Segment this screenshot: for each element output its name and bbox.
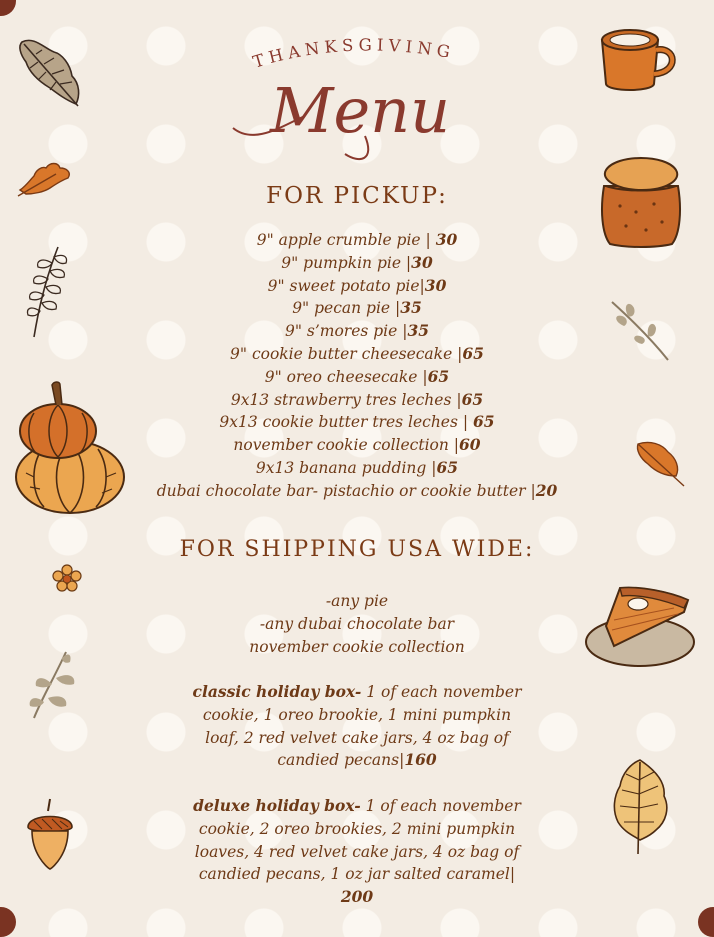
list-item: 9" sweet potato pie|30 [267, 275, 447, 295]
corner-decoration [0, 0, 16, 16]
list-item: 9" pumpkin pie |30 [281, 252, 433, 272]
list-item: november cookie collection |60 [233, 435, 481, 455]
box-price: 200 [340, 887, 374, 907]
box-price: 160 [404, 750, 437, 770]
list-item: november cookie collection [249, 637, 465, 656]
deluxe-holiday-box: deluxe holiday box- 1 of each november cookie, 2 oreo brookies, 2 mini pumpkin loaves, 4 red velvet cake jars, 4 oz bag of candied pecans, 1 oz jar salted caramel| 200 [193, 796, 521, 907]
shipping-basic-list [170, 590, 544, 658]
coffee-mug-icon [596, 22, 684, 94]
small-flower-icon [52, 564, 82, 592]
list-item: -any pie [325, 592, 389, 610]
list-item: 9" pecan pie |35 [292, 298, 422, 318]
list-item: 9x13 banana pudding |65 [255, 457, 459, 477]
corner-decoration [0, 907, 16, 937]
corner-decoration [698, 907, 714, 937]
box-title: classic holiday box- [192, 682, 362, 701]
menu-title [215, 36, 505, 176]
leafy-stem-icon [28, 648, 84, 720]
acorn-icon [24, 797, 76, 871]
list-item: 9" oreo cheesecake |65 [264, 366, 450, 386]
classic-holiday-box: classic holiday box- 1 of each november cookie, 1 oreo brookie, 1 mini pumpkin loaf, 2 red velvet cake jars, 4 oz bag of candied pecans|160 [192, 682, 522, 770]
list-item: 9x13 strawberry tres leches |65 [230, 389, 484, 409]
oak-leaf-icon [14, 34, 86, 110]
list-item: -any dubai chocolate bar [259, 614, 455, 633]
list-item: 9" cookie butter cheesecake |65 [230, 343, 484, 363]
list-item: 9" apple crumble pie | 30 [256, 230, 458, 249]
pickup-list [0, 229, 714, 503]
box-title: deluxe holiday box- [193, 796, 361, 815]
list-item: 9x13 cookie butter tres leches | 65 [219, 412, 495, 432]
list-item: dubai chocolate bar- pistachio or cookie butter |20 [156, 480, 558, 500]
title-menu-script: Menu [269, 74, 451, 147]
pickup-heading: FOR PICKUP: [266, 183, 448, 209]
list-item: 9" s’mores pie |35 [284, 321, 430, 341]
golden-leaf-icon [608, 756, 672, 856]
shipping-heading: FOR SHIPPING USA WIDE: [179, 537, 535, 562]
pie-slice-icon [584, 578, 696, 670]
title-thanksgiving: THANKSGIVING [250, 36, 457, 72]
